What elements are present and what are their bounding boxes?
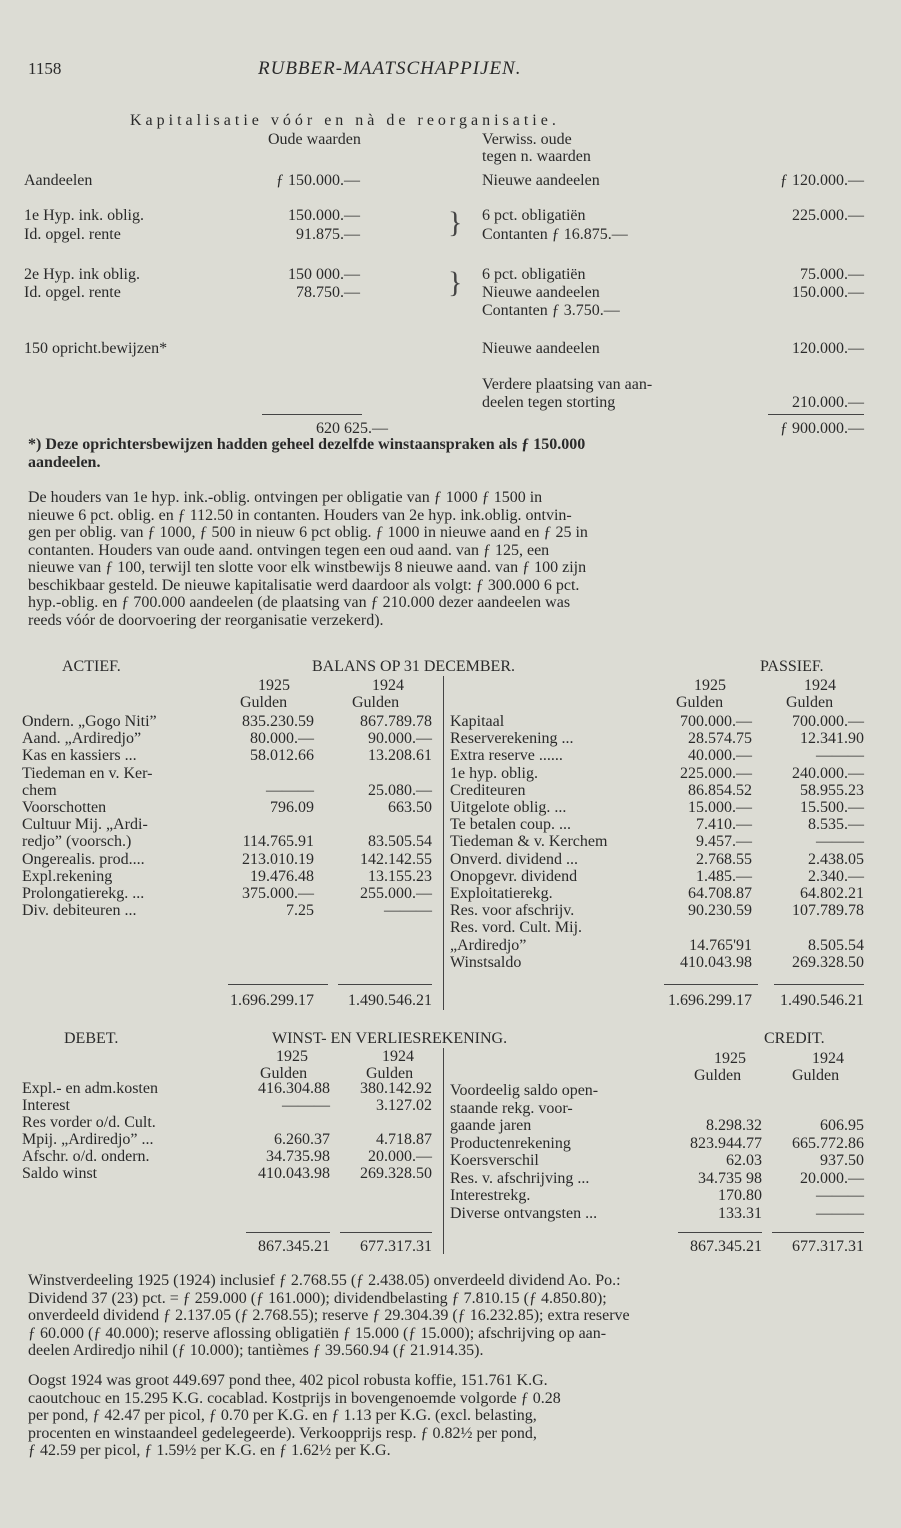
passief-row-label: Te betalen coup. ...	[450, 816, 572, 834]
actief-row-label: Div. debiteuren ...	[22, 902, 137, 920]
paragraph-line: gen per oblig. van ƒ 1000, ƒ 500 in nieuw 6 pct oblig. ƒ 1000 in nieuwe aand en ƒ 25 in	[28, 524, 588, 541]
oogst-line: per pond, ƒ 42.47 per picol, ƒ 0.70 per K.G. en ƒ 1.13 per K.G. (excl. belasting,	[28, 1407, 537, 1424]
passief-row-label: Exploitatierekg.	[450, 885, 553, 902]
debet-row-1924: 269.328.50	[360, 1165, 432, 1182]
actief-row-label: Cultuur Mij. „Ardi-	[22, 816, 148, 834]
wv-right-head: CREDIT.	[764, 1030, 825, 1047]
balans-year: 1925	[258, 677, 290, 694]
balans-year: 1924	[804, 677, 836, 694]
wv-unit: Gulden	[260, 1065, 308, 1082]
actief-row-1924: 13.155.23	[368, 867, 432, 885]
rule	[262, 414, 362, 415]
actief-row-label: Voorschotten	[22, 799, 107, 816]
reorg-row-amount: 75.000.—	[800, 266, 864, 283]
passief-row-1924: 107.789.78	[792, 902, 864, 920]
actief-row-1924: 13.208.61	[368, 747, 432, 765]
balans-total: 1.490.546.21	[348, 992, 432, 1009]
rule	[246, 1232, 330, 1233]
reorg-row-new-label: Nieuwe aandeelen	[482, 340, 600, 357]
rule	[774, 984, 864, 985]
rule	[772, 1232, 864, 1233]
oogst-line: caoutchouc en 15.295 K.G. cocablad. Kostprijs in bovengenoemde volgorde ƒ 0.28	[28, 1389, 561, 1407]
credit-row-label: Voordeelig saldo open-	[450, 1082, 599, 1099]
rule	[768, 414, 864, 415]
passief-row-1924: 700.000.—	[792, 713, 864, 730]
balans-total: 1.696.299.17	[668, 992, 752, 1009]
brace: }	[448, 206, 463, 239]
paragraph-line: nieuwe 6 pct. oblig. en ƒ 112.50 in contanten. Houders van 2e hyp. ink.oblig. ontvin-	[28, 506, 572, 524]
paragraph-line: De houders van 1e hyp. ink.-oblig. ontvingen per obligatie van ƒ 1000 ƒ 1500 in	[28, 489, 543, 506]
credit-row-1924: 665.772.86	[792, 1134, 864, 1152]
passief-row-1925: 28.574.75	[688, 730, 752, 748]
reorg-row-old: 78.750.—	[296, 284, 360, 301]
actief-row-1925: 114.765.91	[242, 833, 314, 851]
actief-row-label: Ongerealis. prod....	[22, 850, 145, 868]
rule	[228, 984, 328, 985]
reorg-row-amount: 225.000.—	[792, 207, 864, 224]
passief-row-label: Kapitaal	[450, 713, 505, 730]
actief-row-label: Expl.rekening	[22, 867, 113, 885]
actief-row-label: Prolongatierekg. ...	[22, 885, 145, 902]
passief-row-1924: ———	[816, 833, 864, 851]
reorg-row-new-label: Contanten ƒ 3.750.—	[482, 302, 620, 319]
footnote-line: *) Deze oprichtersbewijzen hadden geheel dezelfde winstaanspraken als ƒ 150.000	[28, 436, 586, 453]
passief-row-1925: 225.000.—	[680, 764, 752, 782]
credit-row-label: Res. v. afschrijving ...	[450, 1169, 590, 1187]
credit-row-1925: 170.80	[718, 1187, 762, 1204]
balans-unit: Gulden	[240, 694, 288, 711]
wv-total: 677.317.31	[360, 1238, 432, 1255]
debet-row-label: Mpij. „Ardiredjo” ...	[22, 1131, 154, 1148]
rule	[678, 1232, 762, 1233]
balans-unit: Gulden	[676, 694, 724, 711]
actief-row-label: Tiedeman en v. Ker-	[22, 764, 153, 782]
passief-row-1924: 15.500.—	[800, 799, 864, 816]
actief-row-1924: 83.505.54	[368, 833, 432, 851]
actief-row-1924: 255.000.—	[360, 885, 432, 902]
actief-row-1925: 80.000.—	[250, 730, 314, 748]
credit-row-1924: ———	[816, 1187, 864, 1204]
reorg-row-label: Aandeelen	[24, 172, 93, 189]
actief-row-label: chem	[22, 781, 57, 799]
reorg-row-amount: 120.000.—	[792, 340, 864, 357]
actief-row-1924: 25.080.—	[368, 781, 432, 799]
passief-row-label: Reserverekening ...	[450, 730, 574, 748]
reorg-row-old: 150 000.—	[288, 266, 360, 283]
actief-row-label: Aand. „Ardiredjo”	[22, 730, 142, 748]
wv-year: 1925	[714, 1050, 746, 1067]
balans-left-head: ACTIEF.	[62, 658, 121, 675]
footnote-line: aandeelen.	[28, 453, 101, 471]
passief-row-label: Extra reserve ......	[450, 747, 563, 765]
actief-row-1925: 835.230.59	[242, 713, 314, 730]
balans-unit: Gulden	[786, 694, 834, 711]
credit-row-1925: 823.944.77	[690, 1134, 762, 1152]
actief-row-1925: 58.012.66	[250, 747, 314, 765]
reorg-row-new-label: Nieuwe aandeelen	[482, 172, 600, 189]
credit-row-label: Productenrekening	[450, 1134, 571, 1152]
reorg-total-old: 620 625.—	[316, 420, 388, 437]
passief-row-1925: 64.708.87	[688, 885, 752, 902]
balans-total: 1.696.299.17	[230, 992, 314, 1009]
reorg-total-new: ƒ 900.000.—	[780, 420, 864, 437]
oogst-line: Oogst 1924 was groot 449.697 pond thee, 402 picol robusta koffie, 151.761 K.G.	[28, 1372, 548, 1389]
passief-row-label: Res. voor afschrijv.	[450, 902, 575, 920]
credit-row-1924: ———	[816, 1204, 864, 1222]
passief-row-1924: 58.955.23	[800, 781, 864, 799]
column-divider	[443, 1048, 444, 1254]
actief-row-1924: 663.50	[388, 799, 432, 816]
reorg-row-new-label: Contanten ƒ 16.875.—	[482, 226, 628, 243]
credit-row-label: Diverse ontvangsten ...	[450, 1204, 598, 1222]
reorg-row-new-label: 6 pct. obligatiën	[482, 207, 586, 224]
reorg-row-new-label: deelen tegen storting	[482, 394, 616, 411]
winst-line: Dividend 37 (23) pct. = ƒ 259.000 (ƒ 161.000); dividendbelasting ƒ 7.810.15 (ƒ 4.850.80);	[28, 1289, 607, 1307]
credit-row-1924: 20.000.—	[800, 1169, 864, 1187]
credit-row-1924: 606.95	[820, 1117, 864, 1134]
reorg-row-old: 91.875.—	[296, 226, 360, 243]
balans-title: BALANS OP 31 DECEMBER.	[312, 658, 515, 675]
actief-row-1925: 375.000.—	[242, 885, 314, 902]
debet-row-1924: 380.142.92	[360, 1080, 432, 1097]
wv-year: 1925	[276, 1048, 308, 1065]
actief-row-label: Kas en kassiers ...	[22, 747, 137, 765]
credit-row-1925: 133.31	[718, 1204, 762, 1222]
balans-year: 1924	[372, 677, 404, 694]
debet-row-label: Saldo winst	[22, 1165, 98, 1182]
debet-row-1924: 3.127.02	[376, 1097, 432, 1114]
reorg-row-new-label: Verdere plaatsing van aan-	[482, 376, 653, 393]
passief-row-label: Winstsaldo	[450, 953, 522, 971]
wv-total: 867.345.21	[690, 1238, 762, 1255]
reorg-col-old: Oude waarden	[268, 131, 361, 148]
passief-row-1925: 86.854.52	[688, 781, 752, 799]
footnote	[28, 436, 868, 471]
reorg-row-amount: 210.000.—	[792, 394, 864, 411]
passief-row-label: Onopgevr. dividend	[450, 867, 578, 885]
actief-row-1924: ———	[384, 902, 432, 920]
debet-row-label: Res vorder o/d. Cult.	[22, 1114, 156, 1131]
passief-row-label: Crediteuren	[450, 781, 526, 799]
debet-row-1924: 20.000.—	[368, 1148, 432, 1165]
passief-row-1925: 15.000.—	[688, 799, 752, 816]
balans-year: 1925	[694, 677, 726, 694]
credit-row-label: staande rekg. voor-	[450, 1099, 573, 1117]
reorg-col-new-1: Verwiss. oude	[482, 131, 572, 148]
wv-unit: Gulden	[792, 1067, 840, 1084]
oogst	[28, 1372, 868, 1460]
passief-row-label: „Ardiredjo”	[450, 936, 527, 954]
reorg-col-new-2: tegen n. waarden	[482, 148, 591, 165]
actief-row-1925: ———	[266, 781, 314, 799]
reorg-row-old: 150.000.—	[288, 207, 360, 224]
paragraph-line: nieuwe van ƒ 100, terwijl ten slotte voor elk winstbewijs 8 nieuwe aand. van ƒ 100 zijn	[28, 559, 587, 576]
passief-row-1925: 2.768.55	[696, 850, 752, 868]
reorg-row-new-label: Nieuwe aandeelen	[482, 284, 600, 301]
passief-row-label: 1e hyp. oblig.	[450, 764, 538, 782]
actief-row-1924: 90.000.—	[368, 730, 432, 748]
passief-row-1924: 2.438.05	[808, 850, 864, 868]
actief-row-1924: 867.789.78	[360, 713, 432, 730]
actief-row-1925: 796.09	[270, 799, 314, 816]
debet-row-1924: 4.718.87	[376, 1131, 432, 1148]
debet-row-1925: 410.043.98	[258, 1165, 330, 1182]
wv-unit: Gulden	[694, 1067, 742, 1084]
actief-row-1925: 19.476.48	[250, 867, 314, 885]
passief-row-label: Tiedeman & v. Kerchem	[450, 833, 608, 851]
passief-row-1925: 410.043.98	[680, 953, 752, 971]
brace: }	[448, 266, 463, 299]
passief-row-1924: 269.328.50	[792, 953, 864, 971]
rule	[338, 984, 432, 985]
reorg-row-label: Id. opgel. rente	[24, 226, 121, 243]
passief-row-1925: 90.230.59	[688, 902, 752, 920]
wv-total: 677.317.31	[792, 1238, 864, 1255]
debet-row-1925: 34.735.98	[266, 1148, 330, 1165]
reorg-row-label: Id. opgel. rente	[24, 284, 121, 301]
debet-row-label: Interest	[22, 1097, 70, 1114]
passief-row-1924: 64.802.21	[800, 885, 864, 902]
balans-unit: Gulden	[352, 694, 400, 711]
credit-row-label: Interestrekg.	[450, 1187, 531, 1204]
actief-row-1924: 142.142.55	[360, 850, 432, 868]
reorg-title: Kapitalisatie vóór en nà de reorganisatie.	[130, 112, 560, 129]
reorg-row-amount: 150.000.—	[792, 284, 864, 301]
passief-row-label: Res. vord. Cult. Mij.	[450, 919, 583, 937]
credit-row-label: gaande jaren	[450, 1117, 532, 1134]
winstverdeeling	[28, 1272, 868, 1360]
debet-row-1925: ———	[282, 1097, 330, 1114]
rule	[340, 1232, 432, 1233]
balans-right-head: PASSIEF.	[760, 658, 824, 675]
wv-total: 867.345.21	[258, 1238, 330, 1255]
passief-row-1924: 8.535.—	[808, 816, 864, 834]
paragraph-line: hyp.-oblig. en ƒ 700.000 aandeelen (de plaatsing van ƒ 210.000 dezer aandeelen was	[28, 594, 571, 611]
credit-row-1925: 34.735 98	[698, 1169, 762, 1187]
passief-row-1925: 7.410.—	[696, 816, 752, 834]
passief-row-1924: ———	[816, 747, 864, 765]
debet-row-1925: 6.260.37	[274, 1131, 330, 1148]
page-number: 1158	[28, 59, 62, 78]
paragraph-line: beschikbaar gesteld. De nieuwe kapitalisatie werd daardoor als volgt: ƒ 300.000 6 pct.	[28, 576, 580, 594]
rule	[664, 984, 758, 985]
oogst-line: ƒ 42.59 per picol, ƒ 1.59½ per K.G. en ƒ 1.62½ per K.G.	[28, 1442, 391, 1459]
column-divider	[443, 676, 444, 1010]
debet-row-1925: 416.304.88	[258, 1080, 330, 1097]
passief-row-1925: 14.765'91	[689, 936, 752, 954]
reorg-row-new-label: 6 pct. obligatiën	[482, 266, 586, 283]
passief-row-1924: 2.340.—	[808, 867, 864, 885]
debet-row-label: Afschr. o/d. ondern.	[22, 1148, 150, 1165]
reorg-paragraph	[28, 489, 868, 629]
passief-row-1924: 8.505.54	[808, 936, 864, 954]
balans-total: 1.490.546.21	[780, 992, 864, 1009]
actief-row-1925: 7.25	[286, 902, 314, 920]
oogst-line: procenten en winstaandeel gedelegeerde). Verkoopprijs resp. ƒ 0.82½ per pond,	[28, 1424, 537, 1442]
passief-row-1925: 1.485.—	[696, 867, 752, 885]
wv-year: 1924	[812, 1050, 844, 1067]
reorg-row-label: 1e Hyp. ink. oblig.	[24, 207, 144, 224]
actief-row-label: redjo” (voorsch.)	[22, 833, 132, 851]
paragraph-line: contanten. Houders van oude aand. ontvingen tegen een oud aand. van ƒ 125, een	[28, 541, 550, 559]
credit-row-1925: 62.03	[726, 1152, 762, 1169]
wv-unit: Gulden	[366, 1065, 414, 1082]
credit-row-label: Koersverschil	[450, 1152, 539, 1169]
wv-title: WINST- EN VERLIESREKENING.	[272, 1030, 508, 1047]
reorg-row-label: 150 opricht.bewijzen*	[24, 340, 168, 357]
running-title: RUBBER-MAATSCHAPPIJEN.	[258, 58, 522, 79]
passief-row-1925: 9.457.—	[696, 833, 752, 851]
winst-line: onverdeeld dividend ƒ 2.137.05 (ƒ 2.768.55); reserve ƒ 29.304.39 (ƒ 16.232.85); extra reserve	[28, 1307, 630, 1324]
passief-row-1925: 700.000.—	[680, 713, 752, 730]
wv-left-head: DEBET.	[64, 1030, 119, 1047]
credit-row-1924: 937.50	[820, 1152, 864, 1169]
reorg-row-amount: ƒ 120.000.—	[780, 172, 864, 189]
passief-row-1924: 240.000.—	[792, 764, 864, 782]
passief-row-label: Uitgelote oblig. ...	[450, 799, 567, 816]
debet-row-label: Expl.- en adm.kosten	[22, 1080, 158, 1097]
wv-year: 1924	[382, 1048, 414, 1065]
winst-line: ƒ 60.000 (ƒ 40.000); reserve aflossing obligatiën ƒ 15.000 (ƒ 15.000); afschrijving op aan-	[28, 1324, 607, 1342]
passief-row-label: Onverd. dividend ...	[450, 850, 578, 868]
reorg-row-label: 2e Hyp. ink oblig.	[24, 266, 140, 283]
passief-row-1925: 40.000.—	[688, 747, 752, 765]
winst-line: Winstverdeeling 1925 (1924) inclusief ƒ 2.768.55 (ƒ 2.438.05) onverdeeld dividend Ao. Po.:	[28, 1272, 621, 1289]
reorg-row-old: ƒ 150.000.—	[276, 172, 360, 189]
actief-row-1925: 213.010.19	[242, 850, 314, 868]
credit-row-1925: 8.298.32	[706, 1117, 762, 1134]
passief-row-1924: 12.341.90	[800, 730, 864, 748]
actief-row-label: Ondern. „Gogo Niti”	[22, 713, 157, 730]
winst-line: deelen Ardiredjo nihil (ƒ 10.000); tantièmes ƒ 39.560.94 (ƒ 21.914.35).	[28, 1342, 484, 1359]
paragraph-line: reeds vóór de doorvoering der reorganisatie verzekerd).	[28, 611, 384, 629]
